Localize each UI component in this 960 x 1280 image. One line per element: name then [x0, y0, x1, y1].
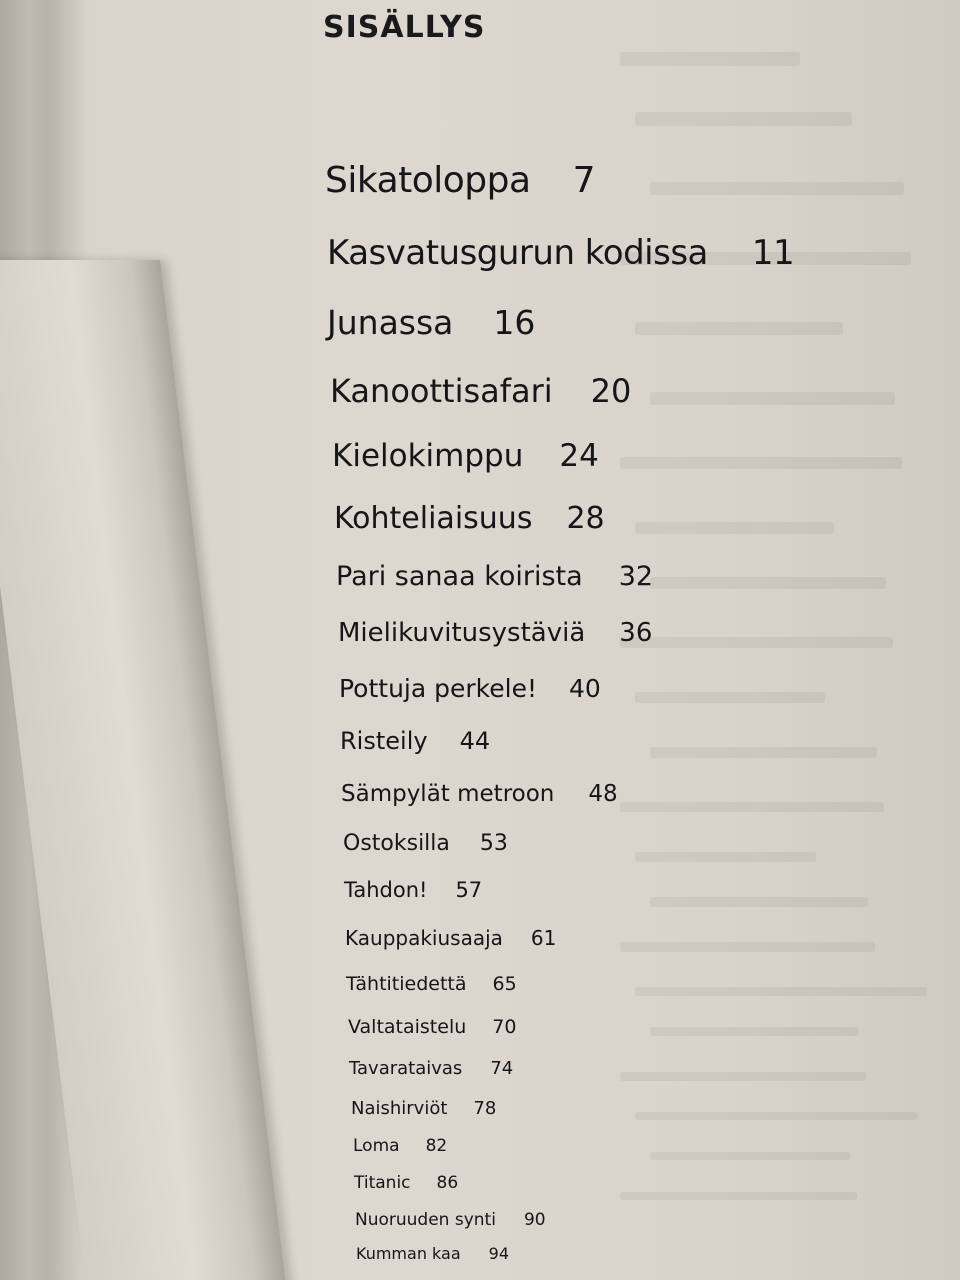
toc-entry-page: 36 [619, 618, 653, 648]
toc-entry-title: Kanoottisafari [330, 372, 553, 410]
toc-entry-page: 11 [751, 233, 795, 273]
toc-entry [341, 781, 618, 807]
toc-entry-page: 16 [493, 303, 536, 342]
toc-entry-title: Titanic [354, 1173, 411, 1193]
toc-entry [340, 727, 490, 755]
toc-entry-page: 74 [490, 1058, 514, 1079]
toc-entry-page: 32 [618, 561, 654, 592]
toc-entry-page: 7 [572, 160, 595, 201]
toc-entry-page: 53 [479, 831, 508, 856]
toc-entry-page: 28 [566, 501, 605, 536]
toc-entry-title: Loma [353, 1136, 400, 1156]
toc-entry-title: Tavarataivas [349, 1058, 463, 1079]
toc-entry-page: 70 [492, 1016, 517, 1038]
toc-entry-title: Junassa [327, 303, 454, 342]
toc-entry-page: 20 [590, 372, 632, 410]
toc-entry-title: Nuoruuden synti [355, 1210, 496, 1230]
toc-entry-page: 78 [473, 1098, 497, 1119]
toc-entry [330, 372, 631, 410]
toc-entry [344, 878, 482, 902]
toc-entry-page: 24 [559, 438, 599, 474]
toc-entry-title: Kasvatusgurun kodissa [327, 233, 708, 273]
toc-entry-page: 65 [492, 973, 517, 995]
toc-entry-title: Pari sanaa koirista [336, 561, 583, 592]
toc-entry [356, 1244, 509, 1263]
toc-entry [332, 438, 599, 474]
toc-entry-page: 82 [425, 1136, 448, 1156]
toc-entry [334, 501, 605, 536]
toc-entry-title: Tähtitiedettä [346, 973, 467, 995]
toc-entry-title: Sikatoloppa [325, 160, 531, 201]
toc-entry-title: Kauppakiusaaja [345, 926, 503, 950]
toc-entry [349, 1058, 513, 1079]
toc-entry [338, 618, 652, 648]
toc-entry [348, 1016, 516, 1038]
toc-entry [327, 303, 535, 342]
toc-entry-title: Kumman kaa [356, 1244, 461, 1263]
toc-entry-title: Risteily [340, 727, 428, 755]
toc-entry-title: Pottuja perkele! [339, 674, 537, 703]
toc-entry [351, 1098, 496, 1119]
toc-entry-title: Ostoksilla [343, 831, 450, 856]
toc-entry-title: Valtataistelu [348, 1016, 467, 1038]
toc-entry-page: 44 [459, 727, 491, 755]
toc-entry-title: Naishirviöt [351, 1098, 448, 1119]
toc-entry-page: 57 [455, 878, 483, 902]
toc-entry-page: 90 [523, 1210, 546, 1230]
toc-entry-title: Kohteliaisuus [334, 501, 533, 536]
toc-entry [336, 561, 653, 592]
toc-entry [353, 1136, 447, 1156]
toc-entry [343, 831, 508, 856]
toc-entry-page: 94 [488, 1244, 509, 1263]
toc-entry-page: 48 [588, 781, 618, 807]
toc-entry [345, 926, 556, 950]
page-title: SISÄLLYS [323, 10, 486, 45]
toc-entry [327, 233, 794, 273]
toc-entry-title: Tahdon! [344, 878, 428, 902]
toc-entry [346, 973, 517, 995]
toc-entry [354, 1173, 458, 1193]
toc-entry-page: 86 [436, 1173, 459, 1193]
toc-entry-title: Sämpylät metroon [341, 781, 555, 807]
toc-entry [325, 160, 595, 201]
toc-entry-page: 40 [569, 674, 601, 703]
toc-entry-title: Kielokimppu [332, 438, 524, 474]
toc-entry [339, 674, 601, 703]
toc-entry [355, 1210, 546, 1230]
toc-entry-title: Mielikuvitusystäviä [338, 618, 586, 648]
toc-entry-page: 61 [530, 926, 557, 950]
